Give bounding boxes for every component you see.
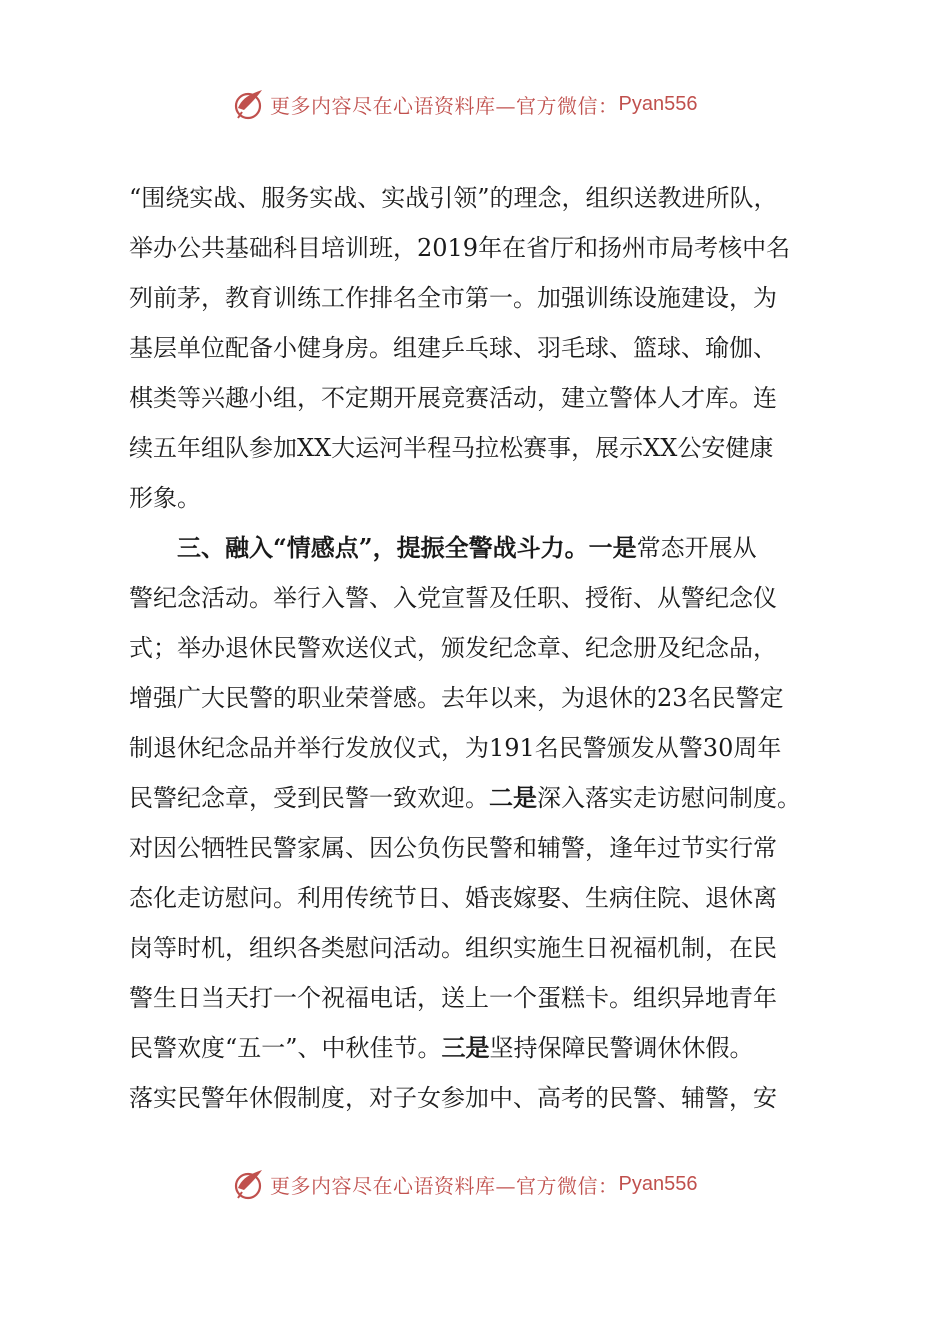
text-line: 续五年组队参加XX大运河半程马拉松赛事，展示XX公安健康 [129,434,774,462]
text-line: 式；举办退休民警欢送仪式，颁发纪念章、纪念册及纪念品， [129,634,777,662]
header-banner [232,86,697,122]
point-label: 一是 [588,533,637,562]
text-line: 警生日当天打一个祝福电话，送上一个蛋糕卡。组织异地青年 [129,984,777,1012]
document-body [129,173,829,1123]
text-line: 举办公共基础科目培训班，2019年在省厅和扬州市局考核中名 [129,234,791,262]
banner-wechat-id: Pyan556 [618,92,698,115]
text-line: 基层单位配备小健身房。组建乒乓球、羽毛球、篮球、瑜伽、 [129,334,777,362]
text-line: 岗等时机，组织各类慰问活动。组织实施生日祝福机制，在民 [129,934,777,962]
text-line: 制退休纪念品并举行发放仪式，为191名民警颁发从警30周年 [129,734,782,762]
banner-wechat-id: Pyan556 [618,1172,698,1195]
text-line: 形象。 [129,484,201,512]
text-line: 民警欢度“五一”、中秋佳节。三是坚持保障民警调休休假。 [129,1033,754,1062]
banner-text: 更多内容尽在心语资料库—官方微信： [270,93,619,118]
text-line: 增强广大民警的职业荣誉感。去年以来，为退休的23名民警定 [129,684,784,712]
text-line: 对因公牺牲民警家属、因公负伤民警和辅警，逢年过节实行常 [129,834,777,862]
text-line: 落实民警年休假制度，对子女参加中、高考的民警、辅警，安 [129,1084,777,1112]
text-line: 棋类等兴趣小组，不定期开展竞赛活动，建立警体人才库。连 [129,384,777,412]
point-label: 二是 [489,783,537,812]
section-heading-line: 三、融入“情感点”，提振全警战斗力。一是常态开展从 [177,533,757,562]
section-heading: 三、融入“情感点”，提振全警战斗力。 [177,533,589,562]
footer-banner [232,1166,697,1202]
banner-text: 更多内容尽在心语资料库—官方微信： [270,1173,619,1198]
ink-pen-circle-logo-icon [232,1166,268,1202]
text-line: 态化走访慰问。利用传统节日、婚丧嫁娶、生病住院、退休离 [129,884,777,912]
text-line: “围绕实战、服务实战、实战引领”的理念，组织送教进所队， [129,184,778,212]
point-label: 三是 [441,1033,490,1062]
text-line: 列前茅，教育训练工作排名全市第一。加强训练设施建设，为 [129,284,777,312]
text-line: 警纪念活动。举行入警、入党宣誓及任职、授衔、从警纪念仪 [129,584,777,612]
ink-pen-circle-logo-icon [232,86,268,122]
text-line: 民警纪念章，受到民警一致欢迎。二是深入落实走访慰问制度。 [129,783,801,812]
